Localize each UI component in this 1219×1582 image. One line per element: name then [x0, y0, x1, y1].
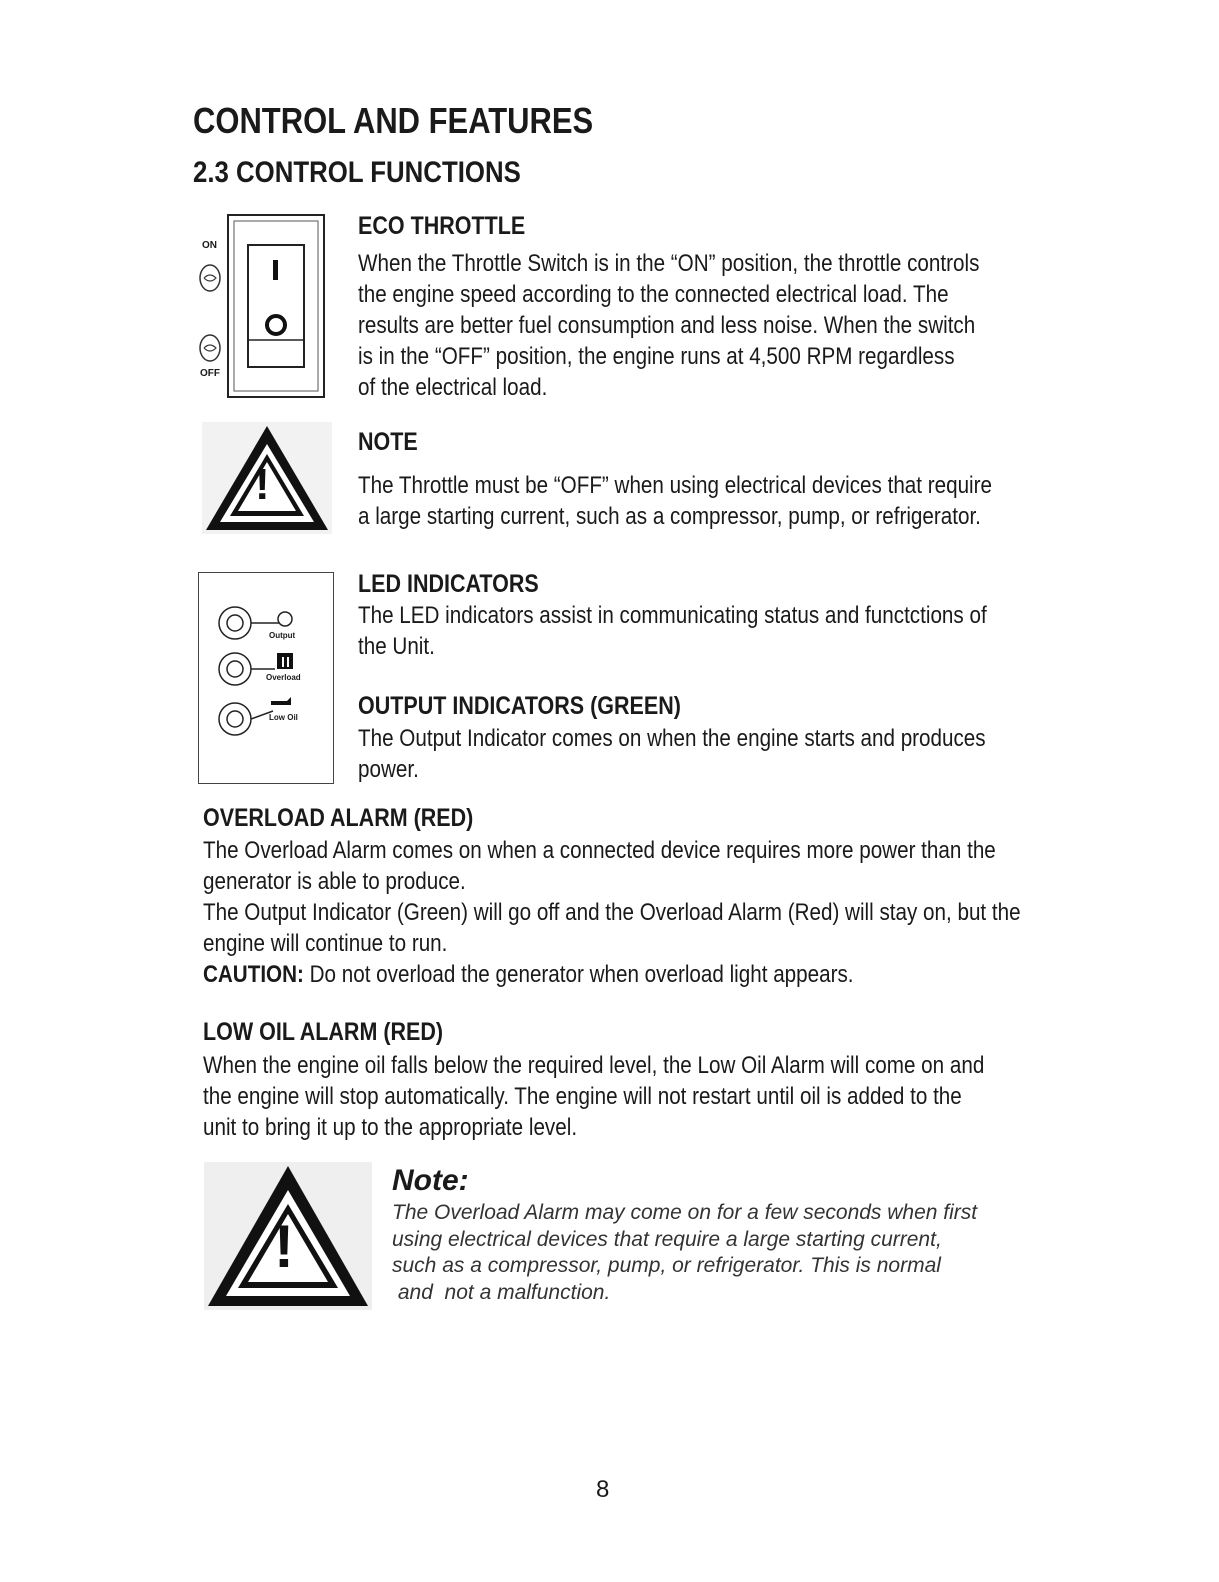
switch-on-label: ON	[202, 240, 217, 251]
page-heading: CONTROL AND FEATURES	[193, 100, 594, 141]
low-oil-alarm-text: When the engine oil falls below the required level, the Low Oil Alarm will come on and the engine will stop automatically. The engine will not restart until oil is added to the unit to bring it up to the appropriate level.	[203, 1052, 985, 1141]
eco-throttle-title: ECO THROTTLE	[358, 212, 526, 240]
eco-throttle-text: When the Throttle Switch is in the “ON” position, the throttle controls the engine speed according to the connected electrical load. The results are better fuel consumption and less noise. When the switch is in the “OFF” position, the engine runs at 4,500 RPM regardless of the electrical load.	[358, 250, 980, 401]
overload-alarm-text: The Overload Alarm comes on when a connected device requires more power than the generator is able to produce. The Output Indicator (Green) will go off and the Overload Alarm (Red) will stay on, but the engine will continue to run. CAUTION: Do not overload the generator when overload light appears.	[203, 837, 1021, 988]
output-indicators-title: OUTPUT INDICATORS (GREEN)	[358, 692, 681, 720]
warning-glyph: !	[255, 460, 270, 509]
led-indicators-text: The LED indicators assist in communicating status and functctions of the Unit.	[358, 602, 987, 660]
output-indicators-text: The Output Indicator comes on when the engine starts and produces power.	[358, 725, 986, 783]
output-led-label: Output	[269, 631, 296, 640]
led-indicators-title: LED INDICATORS	[358, 570, 539, 598]
low-oil-alarm-title: LOW OIL ALARM (RED)	[203, 1018, 444, 1046]
throttle-switch-figure	[196, 212, 328, 400]
warning-icon	[202, 422, 332, 534]
page-number: 8	[596, 1476, 610, 1503]
caution-label: CAUTION:	[203, 961, 304, 988]
note-title: NOTE	[358, 428, 418, 456]
switch-off-label: OFF	[200, 368, 220, 379]
note2-text: The Overload Alarm may come on for a few seconds when first using electrical devices that require a large starting current, such as a compressor, pump, or refrigerator. This is normal and not a malfunction.	[392, 1201, 978, 1304]
warning-glyph-large: !	[274, 1213, 294, 1280]
note-text: The Throttle must be “OFF” when using electrical devices that require a large starting current, such as a compressor, pump, or refrigerator.	[358, 472, 992, 530]
warning-icon-large	[204, 1162, 372, 1310]
caution-text: Do not overload the generator when overload light appears.	[303, 961, 854, 988]
lowoil-led-label: Low Oil	[269, 713, 298, 722]
led-panel-figure	[198, 572, 334, 784]
note2-title: Note:	[392, 1164, 469, 1197]
overload-led-label: Overload	[266, 673, 301, 682]
switch-on-mark	[273, 260, 278, 280]
caution-line	[203, 959, 1021, 990]
section-heading: 2.3 CONTROL FUNCTIONS	[193, 156, 521, 189]
overload-alarm-title: OVERLOAD ALARM (RED)	[203, 804, 474, 832]
